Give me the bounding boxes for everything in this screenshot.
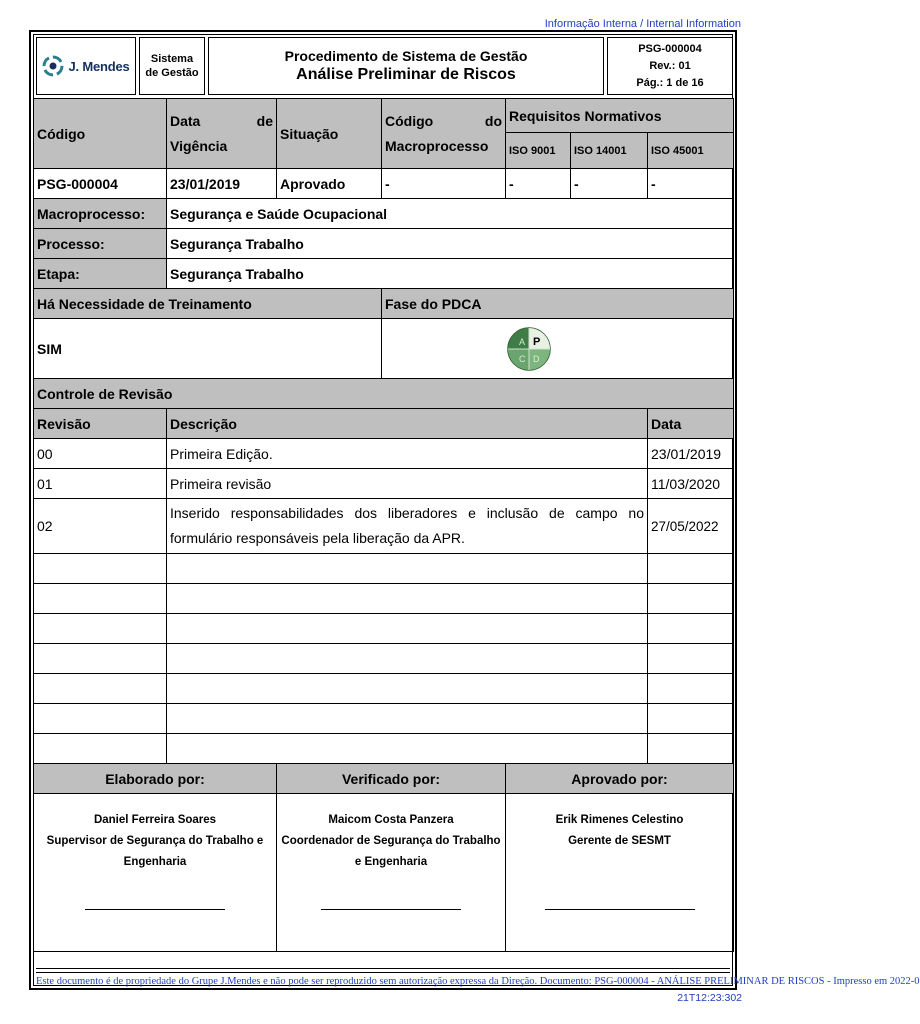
revision-description-cell: Primeira Edição. bbox=[167, 439, 648, 469]
footer-divider bbox=[36, 968, 730, 969]
system-label: Sistema de Gestão bbox=[139, 37, 205, 95]
step-value: Segurança Trabalho bbox=[167, 259, 734, 289]
iso9001-value: - bbox=[506, 169, 571, 199]
internal-information-note: Informação Interna / Internal Information bbox=[544, 18, 741, 30]
process-value: Segurança Trabalho bbox=[167, 229, 734, 259]
empty-row bbox=[34, 554, 734, 584]
training-label: Há Necessidade de Treinamento bbox=[34, 289, 382, 319]
pdca-label: Fase do PDCA bbox=[382, 289, 734, 319]
iso45001-label: ISO 45001 bbox=[648, 133, 734, 169]
empty-row bbox=[34, 614, 734, 644]
revision-description-cell: Inserido responsabilidades dos liberadores e inclusão de campo no formulário responsáveis pela liberação da APR. bbox=[167, 499, 648, 554]
code-label: Código bbox=[34, 99, 167, 169]
signer-role: Coordenador de Segurança do Trabalho e Engenharia bbox=[281, 835, 501, 868]
revision-description-cell: Primeira revisão bbox=[167, 469, 648, 499]
macroprocess-value: Segurança e Saúde Ocupacional bbox=[167, 199, 734, 229]
training-value: SIM bbox=[34, 319, 382, 379]
jmendes-logo-icon bbox=[42, 55, 64, 77]
verified-by-signature bbox=[277, 794, 506, 952]
approved-by-header: Aprovado por: bbox=[506, 764, 734, 794]
process-label: Processo: bbox=[34, 229, 167, 259]
logo-text: J. Mendes bbox=[68, 58, 130, 74]
signer-role: Gerente de SESMT bbox=[568, 835, 671, 847]
table-row bbox=[34, 469, 734, 499]
footer-divider-2 bbox=[36, 972, 730, 973]
revision-control-title: Controle de Revisão bbox=[34, 379, 734, 409]
pdca-cell bbox=[382, 319, 734, 379]
status-value: Aprovado bbox=[277, 169, 382, 199]
revision-column-header: Revisão bbox=[34, 409, 167, 439]
signer-role: Supervisor de Segurança do Trabalho e Engenharia bbox=[46, 835, 264, 868]
approved-by-signature bbox=[506, 794, 734, 952]
document-table bbox=[33, 98, 734, 952]
pdca-letter-a: A bbox=[518, 336, 525, 347]
signature-line bbox=[545, 909, 695, 910]
table-row bbox=[34, 499, 734, 554]
normative-label: Requisitos Normativos bbox=[506, 99, 734, 133]
prepared-by-signature bbox=[34, 794, 277, 952]
revision-date-cell: 11/03/2020 bbox=[648, 469, 734, 499]
verified-by-header: Verificado por: bbox=[277, 764, 506, 794]
pdca-letter-c: C bbox=[518, 353, 525, 364]
pdca-letter-d: D bbox=[532, 353, 539, 364]
date-column-header: Data bbox=[648, 409, 734, 439]
empty-row bbox=[34, 734, 734, 764]
document-code: PSG-000004 bbox=[638, 43, 702, 55]
revision-number-cell: 01 bbox=[34, 469, 167, 499]
table-row bbox=[34, 439, 734, 469]
macro-code-value: - bbox=[382, 169, 506, 199]
macroprocess-label: Macroprocesso: bbox=[34, 199, 167, 229]
pdca-cycle-icon bbox=[502, 326, 556, 372]
footer-notice: Este documento é de propriedade do Grupe J.Mendes e não pode ser reproduzido sem autorização expressa da Direção. Documento: PSG-000004 - ANÁLISE PRELIMINAR DE RISCOS - Impresso em 2022-0 bbox=[36, 976, 920, 987]
document-title-block bbox=[208, 37, 604, 95]
description-column-header: Descrição bbox=[167, 409, 648, 439]
page-number: Pág.: 1 de 16 bbox=[636, 77, 704, 89]
page-title: Análise Preliminar de Riscos bbox=[296, 66, 516, 83]
pdca-letter-p: P bbox=[532, 335, 540, 348]
code-value: PSG-000004 bbox=[34, 169, 167, 199]
signer-name: Daniel Ferreira Soares bbox=[93, 814, 217, 826]
signer-name: Erik Rimenes Celestino bbox=[555, 814, 684, 826]
iso14001-label: ISO 14001 bbox=[571, 133, 648, 169]
signature-line bbox=[321, 909, 461, 910]
empty-row bbox=[34, 674, 734, 704]
print-timestamp: 21T12:23:302 bbox=[677, 992, 742, 1004]
title-line-1: Procedimento de Sistema de Gestão bbox=[284, 48, 528, 64]
iso45001-value: - bbox=[648, 169, 734, 199]
prepared-by-header: Elaborado por: bbox=[34, 764, 277, 794]
revision-number: Rev.: 01 bbox=[649, 60, 691, 72]
revision-number-cell: 02 bbox=[34, 499, 167, 554]
macro-code-label: Código do Macroprocesso bbox=[382, 99, 506, 169]
validity-label: Data de Vigência bbox=[167, 99, 277, 169]
empty-row bbox=[34, 704, 734, 734]
step-label: Etapa: bbox=[34, 259, 167, 289]
iso9001-label: ISO 9001 bbox=[506, 133, 571, 169]
empty-row bbox=[34, 644, 734, 674]
revision-date-cell: 27/05/2022 bbox=[648, 499, 734, 554]
iso14001-value: - bbox=[571, 169, 648, 199]
status-label: Situação bbox=[277, 99, 382, 169]
empty-row bbox=[34, 584, 734, 614]
revision-number-cell: 00 bbox=[34, 439, 167, 469]
company-logo bbox=[36, 37, 136, 95]
revision-date-cell: 23/01/2019 bbox=[648, 439, 734, 469]
validity-value: 23/01/2019 bbox=[167, 169, 277, 199]
document-code-block bbox=[607, 37, 733, 95]
signer-name: Maicom Costa Panzera bbox=[328, 814, 454, 826]
signature-line bbox=[85, 909, 225, 910]
